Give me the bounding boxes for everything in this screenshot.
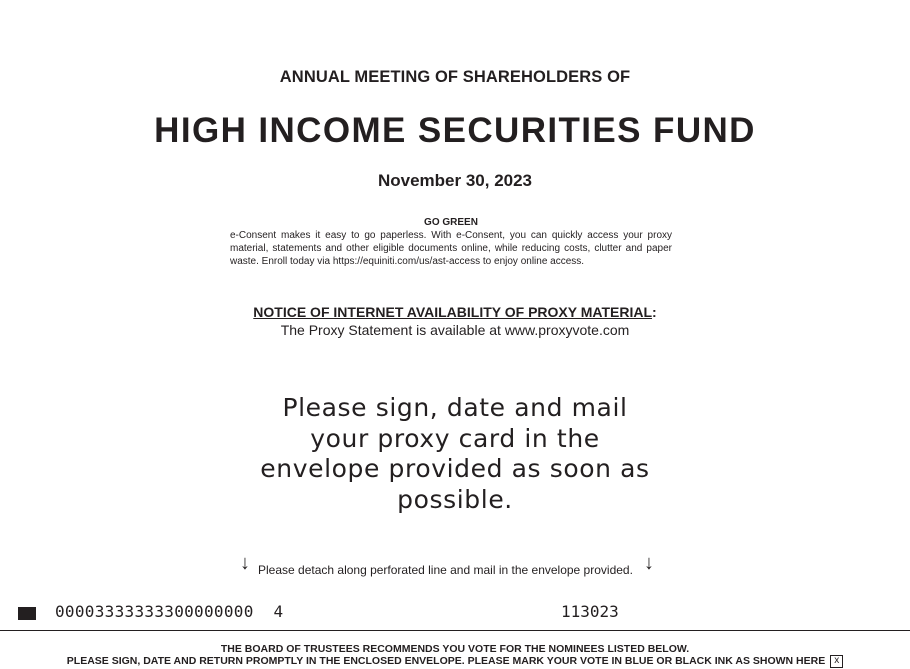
registration-mark — [18, 607, 36, 620]
notice-heading-text: NOTICE OF INTERNET AVAILABILITY OF PROXY MATERIAL — [253, 304, 653, 320]
sign-instruction-line — [0, 655, 910, 668]
notice-heading — [0, 304, 910, 320]
perforated-line — [0, 630, 910, 631]
notice-heading-colon: : — [652, 304, 657, 320]
account-number: 00003333333300000000 4 — [55, 602, 284, 621]
meeting-date: November 30, 2023 — [377, 171, 533, 190]
board-recommendation: THE BOARD OF TRUSTEES RECOMMENDS YOU VOTE FOR THE NOMINEES LISTED BELOW. — [220, 643, 690, 655]
detach-instruction: Please detach along perforated line and mail in the envelope provided. — [258, 563, 633, 577]
notice-text: The Proxy Statement is available at www.proxyvote.com — [280, 322, 630, 338]
form-code: 113023 — [561, 602, 619, 621]
sign-instruction-text: PLEASE SIGN, DATE AND RETURN PROMPTLY IN THE ENCLOSED ENVELOPE. PLEASE MARK YOUR VOTE IN BLUE OR BLACK INK AS SHOWN HERE — [66, 655, 826, 667]
go-green-title: GO GREEN — [424, 217, 478, 228]
mail-instruction: Please sign, date and mail your proxy card in the envelope provided as soon as possible. — [260, 393, 650, 514]
down-arrow-icon: ↓ — [644, 552, 654, 574]
fund-name-title: HIGH INCOME SECURITIES FUND — [154, 111, 756, 150]
notice-block — [0, 304, 910, 338]
down-arrow-icon: ↓ — [240, 552, 250, 574]
go-green-text: e-Consent makes it easy to go paperless. With e-Consent, you can quickly access your proxy material, statements and other eligible documents online, while reducing costs, clutter and paper waste. Enroll today via https://equiniti.com/us/ast-access to enjoy online access. — [230, 230, 672, 267]
mark-example-box: x — [830, 655, 843, 668]
meeting-heading: ANNUAL MEETING OF SHAREHOLDERS OF — [279, 68, 631, 86]
